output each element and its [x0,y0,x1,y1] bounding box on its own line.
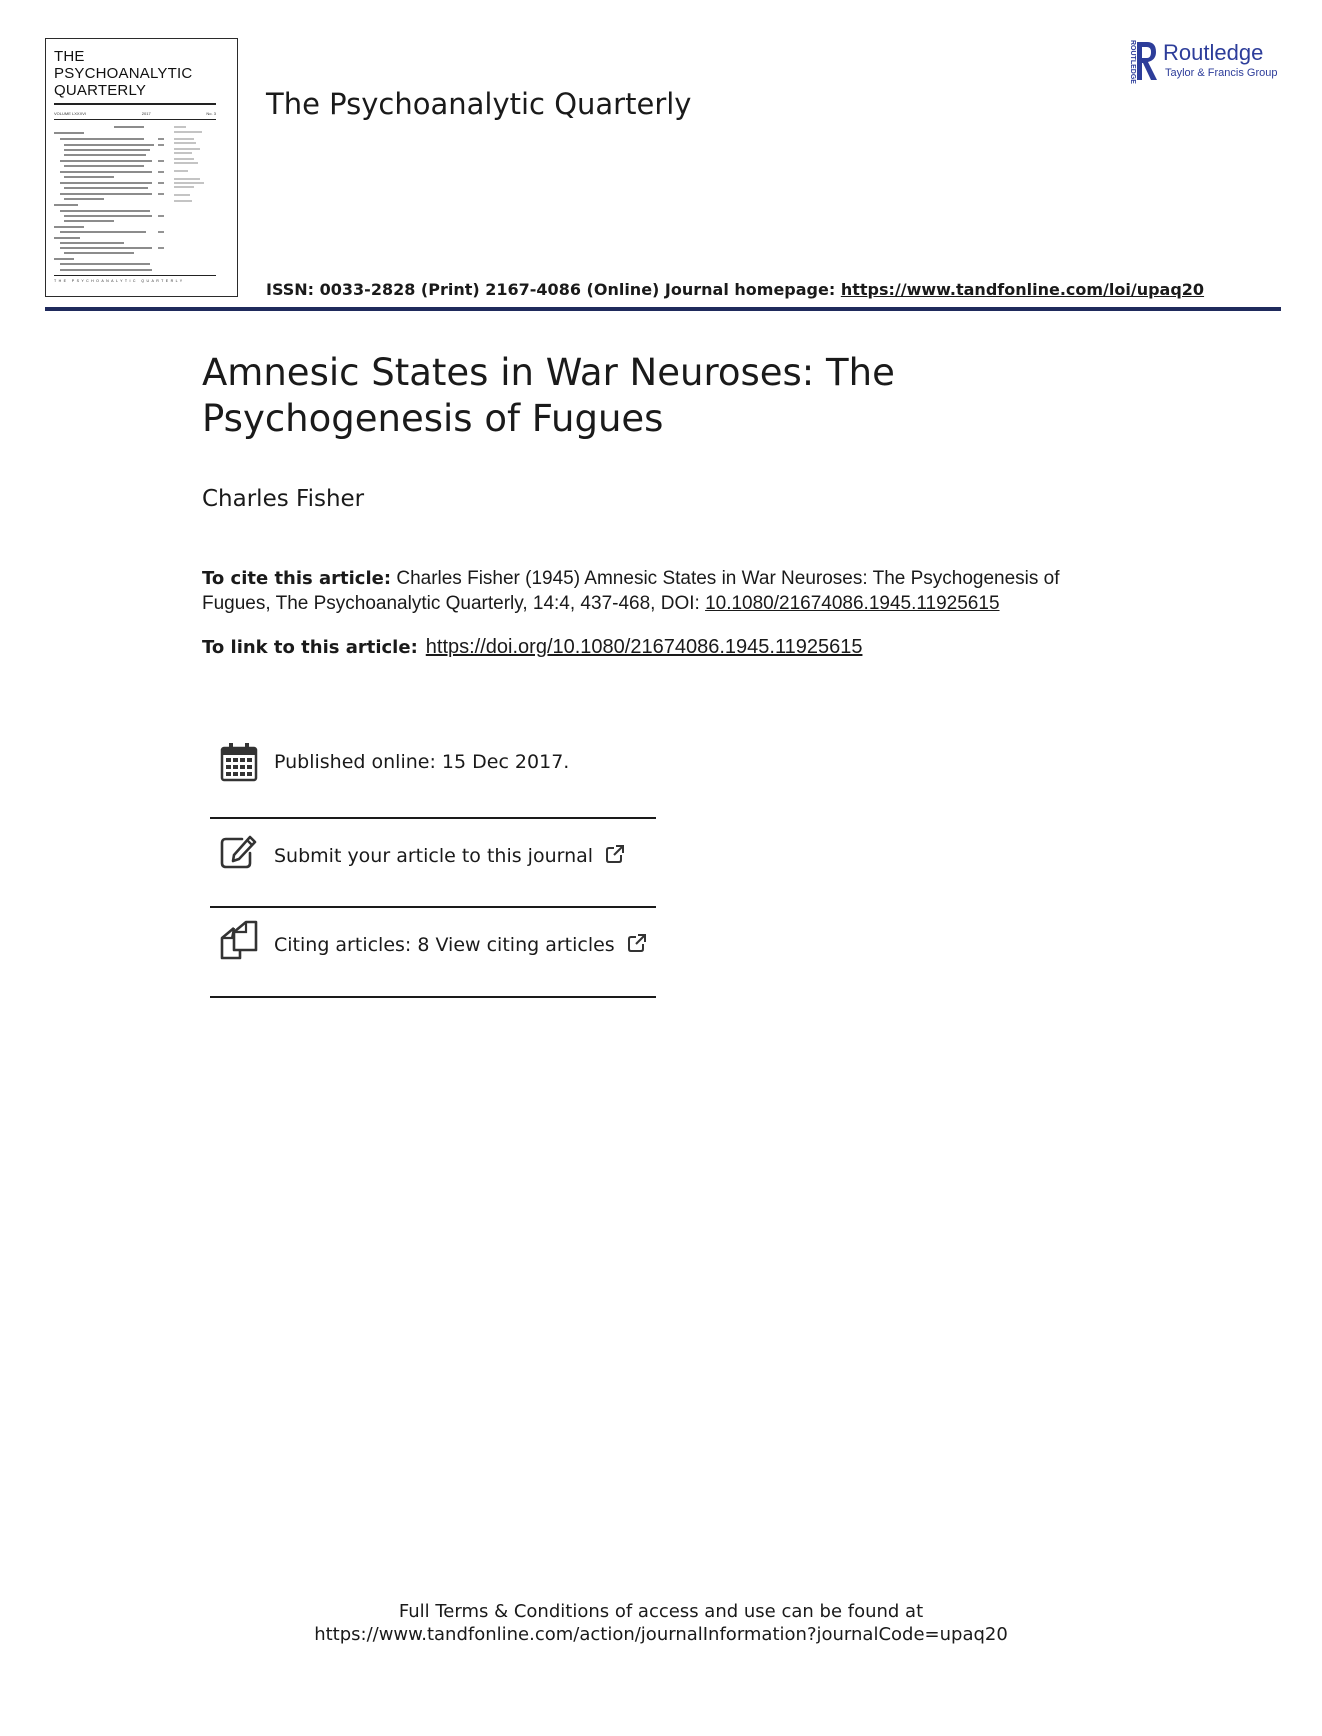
published-row [210,730,656,820]
journal-title: The Psychoanalytic Quarterly [266,87,692,121]
issn-text: ISSN: 0033-2828 (Print) 2167-4086 (Online) Journal homepage: [266,280,841,299]
cover-meta [54,111,216,117]
issn-line [266,280,1204,300]
citation-block [202,566,1222,616]
article-title [202,350,1102,442]
calendar-icon [220,742,258,782]
cover-rule [54,119,216,120]
submit-article-label: Submit your article to this journal [274,845,594,867]
citation-doi-link[interactable]: 10.1080/21674086.1945.11925615 [705,593,1000,614]
external-link-icon [605,844,625,864]
info-divider [210,906,656,908]
article-link-line [202,634,862,661]
edit-icon [220,831,258,871]
article-title-line: Psychogenesis of Fugues [202,397,664,440]
citation-text: Charles Fisher (1945) Amnesic States in War Neuroses: The Psychogenesis of [391,568,1060,589]
citation-text: Fugues, The Psychoanalytic Quarterly, 14:4, 437-468, DOI: [202,593,706,614]
submit-article-link[interactable] [274,844,625,868]
cover-contents-graphic [54,125,234,275]
journal-homepage-link[interactable]: https://www.tandfonline.com/loi/upaq20 [840,280,1205,299]
article-link-label: To link to this article: [202,637,418,658]
article-doi-url[interactable]: https://doi.org/10.1080/21674086.1945.11925615 [425,636,863,658]
citing-row[interactable] [210,909,656,999]
terms-line: Full Terms & Conditions of access and use can be found at [398,1601,924,1622]
cover-year: 2017 [141,111,151,116]
citing-documents-icon [220,920,258,960]
info-divider [210,817,656,819]
cover-title-line: QUARTERLY [54,82,147,99]
cover-volume: VOLUME LXXXVI [54,111,87,116]
cover-title-line: THE [54,48,85,65]
publisher-logo[interactable] [1125,38,1285,86]
cover-footer: THE PSYCHOANALYTIC QUARTERLY [54,279,185,283]
external-link-icon [627,933,647,953]
article-title-line: Amnesic States in War Neuroses: The [202,351,895,394]
publisher-name: Routledge [1163,40,1264,65]
citation-label: To cite this article: [202,568,392,589]
cover-rule [54,103,216,105]
journal-cover-thumbnail [45,38,238,297]
citing-articles-label: Citing articles: 8 View citing articles [274,934,615,956]
publisher-group: Taylor & Francis Group [1165,67,1278,79]
terms-footer [0,1600,1322,1646]
cover-number: No. 3 [206,111,216,116]
cover-rule [54,275,216,276]
cover-title-line: PSYCHOANALYTIC [54,65,193,82]
routledge-r-icon [1125,38,1159,84]
terms-url[interactable]: https://www.tandfonline.com/action/journalInformation?journalCode=upaq20 [314,1624,1008,1645]
info-divider [210,996,656,998]
header-divider [45,307,1281,311]
publisher-vertical-mark: ROUTLEDGE [1129,40,1136,84]
submit-row[interactable] [210,820,656,910]
citing-articles-link[interactable] [274,933,647,957]
cover-title [54,48,229,99]
published-date: Published online: 15 Dec 2017. [274,751,570,773]
article-author: Charles Fisher [202,486,365,512]
